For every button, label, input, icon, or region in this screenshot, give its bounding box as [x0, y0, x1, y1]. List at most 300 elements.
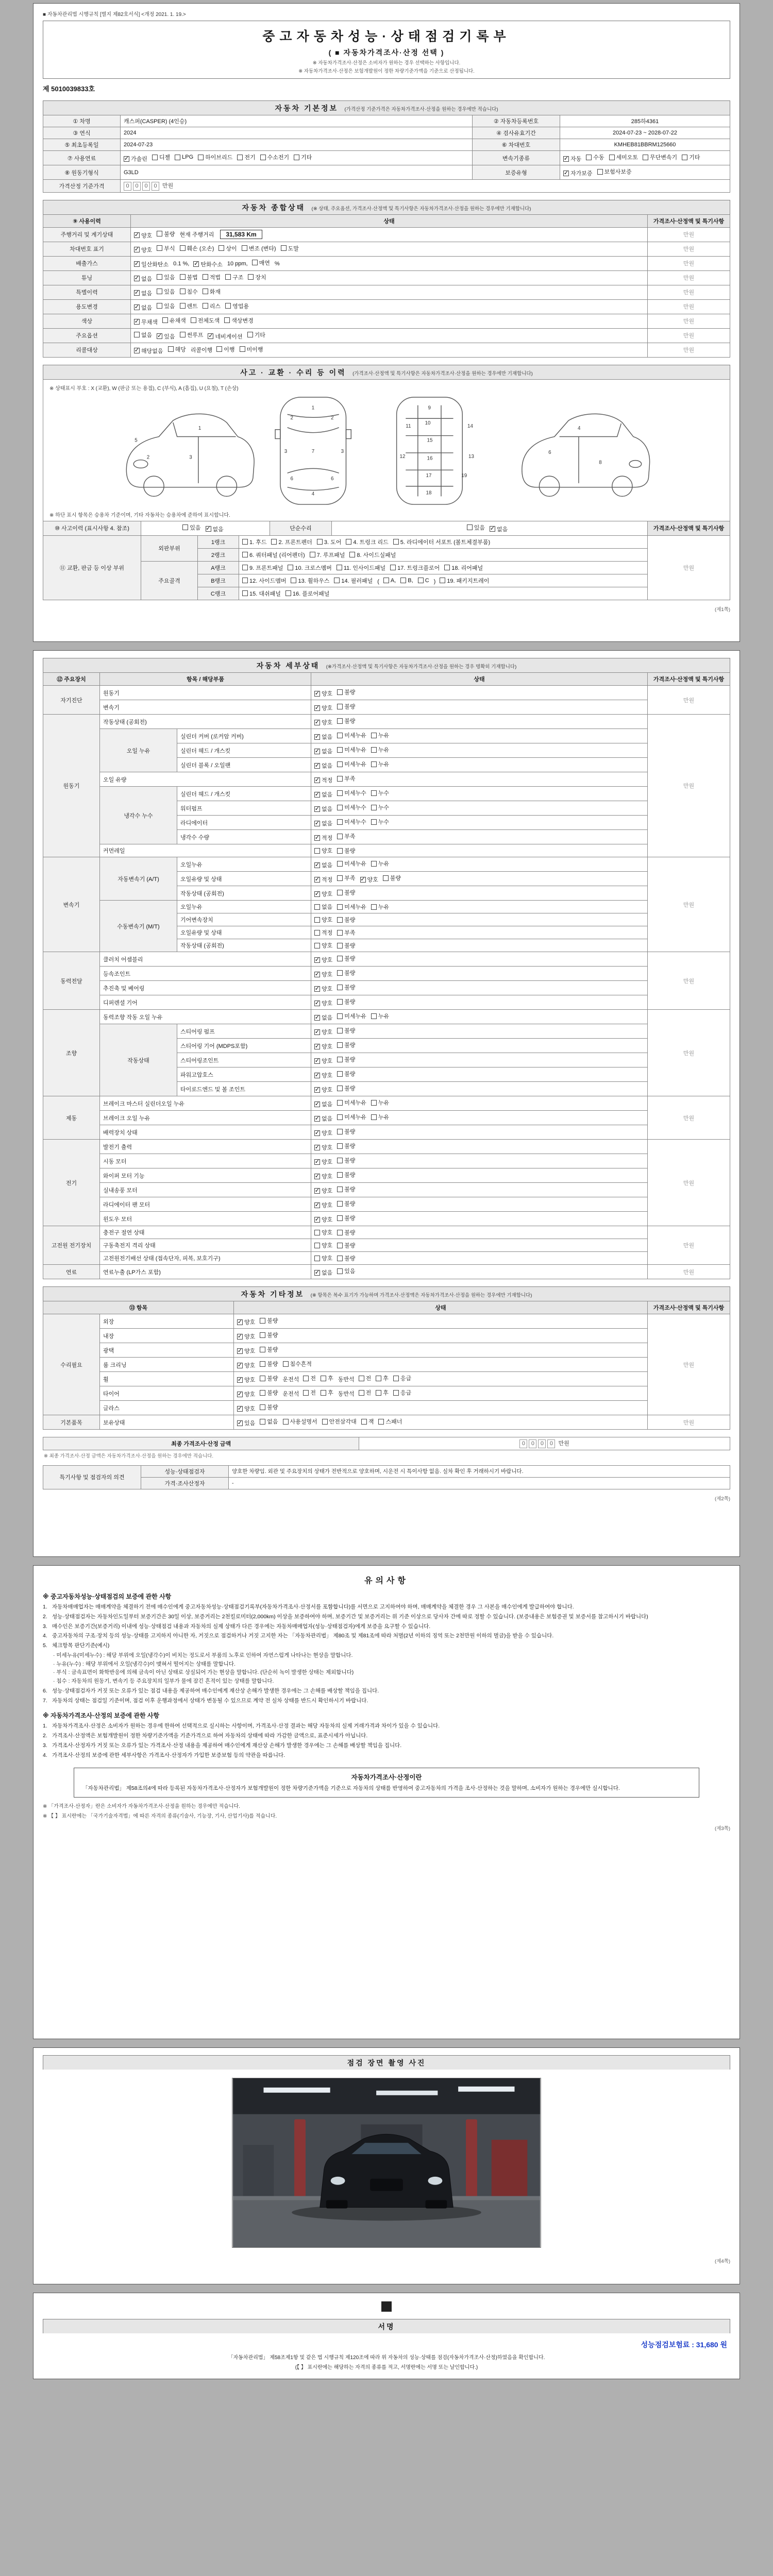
checkbox-option[interactable] [337, 1070, 355, 1078]
checkbox-option[interactable] [643, 153, 677, 161]
checkbox-option[interactable] [314, 1057, 332, 1065]
checkbox-option[interactable] [237, 1419, 255, 1427]
empty-box-icon [225, 303, 231, 309]
checkbox-option[interactable] [378, 1417, 402, 1426]
checkbox-label: 불량 [344, 1143, 356, 1149]
table-cell [311, 1082, 648, 1096]
checkbox-label: 양호 [322, 691, 333, 697]
price-cell: 만원 [648, 535, 730, 600]
checkbox-option[interactable] [134, 231, 152, 240]
checkbox-label: 불량 [344, 956, 356, 962]
empty-box-icon [337, 1268, 343, 1274]
checkbox-label: 불량 [267, 1390, 278, 1396]
checkbox-option[interactable] [314, 689, 332, 698]
checkbox-option[interactable] [314, 1215, 332, 1224]
checkbox-label: 없음 [267, 1419, 278, 1425]
checkbox-option[interactable] [359, 1374, 372, 1382]
checkbox-option[interactable] [349, 551, 396, 559]
label-cell: 외판부위 [141, 535, 198, 561]
checkbox-option[interactable] [337, 1012, 366, 1020]
checkbox-option[interactable] [400, 578, 413, 584]
checkbox-option[interactable] [225, 302, 249, 310]
checkbox-option[interactable] [134, 246, 152, 254]
checkbox-option[interactable] [242, 538, 266, 546]
checkbox-option[interactable] [361, 1417, 374, 1426]
checkbox-option[interactable] [314, 861, 332, 869]
checkbox-option[interactable] [134, 260, 169, 268]
table-row [43, 151, 730, 165]
checkbox-option[interactable] [337, 803, 366, 811]
checkbox-option[interactable] [303, 1388, 316, 1397]
checkbox-label: 유채색 [169, 317, 186, 324]
checkbox-option[interactable] [271, 538, 312, 546]
checkbox-option[interactable] [682, 153, 700, 161]
checkbox-option[interactable] [337, 1156, 355, 1164]
empty-box-icon [337, 1114, 343, 1120]
checkbox-option[interactable] [314, 928, 332, 937]
digit-boxes [124, 182, 159, 191]
checkbox-option[interactable] [134, 275, 152, 283]
checkbox-option[interactable] [208, 332, 242, 341]
checkbox-label: 없음 [322, 1270, 333, 1276]
checkbox-option[interactable] [337, 888, 355, 896]
table-cell [311, 872, 648, 886]
checkbox-option[interactable] [285, 589, 329, 598]
checkbox-option[interactable] [337, 969, 355, 977]
checkbox-option[interactable] [337, 818, 366, 826]
checkbox-option[interactable] [260, 1345, 278, 1353]
checkbox-option[interactable] [283, 1417, 317, 1426]
checkbox-option[interactable] [371, 760, 389, 768]
checkbox-option[interactable] [314, 704, 332, 712]
checkbox-option[interactable] [334, 577, 373, 585]
checked-box-icon: ✓ [124, 155, 129, 162]
checkbox-option[interactable] [162, 316, 186, 325]
label-cell: 작동상태 [100, 1024, 177, 1096]
checkbox-option[interactable] [314, 1158, 332, 1166]
label-cell: 주요옵션 [43, 328, 131, 343]
checkbox-option[interactable] [225, 273, 243, 281]
checked-box-icon: ✓ [314, 1187, 320, 1194]
checked-box-icon: ✓ [134, 318, 140, 325]
checkbox-option[interactable] [321, 1388, 333, 1397]
checkbox-option[interactable] [242, 551, 305, 559]
checkbox-option[interactable] [563, 155, 581, 163]
checkbox-option[interactable] [260, 1360, 278, 1368]
checkbox-option[interactable] [393, 538, 490, 546]
checkbox-option[interactable] [337, 789, 366, 797]
checked-box-icon: ✓ [314, 820, 320, 826]
checkbox-option[interactable] [337, 983, 355, 991]
checkbox-option[interactable] [134, 289, 152, 297]
page-mark-2: (제2쪽) [715, 1496, 730, 1502]
checkbox-option[interactable] [314, 1042, 332, 1050]
checkbox-option[interactable] [314, 1241, 332, 1249]
checkbox-option[interactable] [237, 1376, 255, 1384]
checkbox-option[interactable] [314, 1028, 332, 1036]
checkbox-option[interactable] [337, 745, 366, 754]
checkbox-option[interactable] [260, 1374, 278, 1382]
checkbox-option[interactable] [168, 345, 186, 353]
checkbox-option[interactable] [314, 999, 332, 1007]
checkbox-option[interactable] [314, 819, 332, 827]
checkbox-label: 양호 [322, 1230, 333, 1236]
checkbox-option[interactable] [444, 564, 483, 572]
checkbox-option[interactable] [337, 564, 385, 572]
checkbox-option[interactable] [337, 916, 355, 924]
table-cell: 커먼레일 [100, 844, 311, 857]
checkbox-label: 불량 [344, 890, 356, 896]
label-cell: 배출가스 [43, 256, 131, 270]
checkbox-option[interactable] [157, 287, 175, 296]
table-cell: 연료누출 (LP가스 포함) [100, 1265, 311, 1279]
checkbox-option[interactable] [314, 846, 332, 855]
checkbox-option[interactable] [157, 230, 175, 238]
checkbox-option[interactable] [337, 1199, 355, 1208]
checkbox-option[interactable] [237, 1332, 255, 1341]
checkbox-option[interactable] [337, 1127, 355, 1136]
checkbox-option[interactable] [291, 577, 329, 585]
checkbox-option[interactable] [393, 1374, 411, 1382]
checkbox-option[interactable] [180, 287, 198, 296]
checkbox-option[interactable] [337, 702, 355, 710]
section-detail-header [43, 658, 730, 672]
table-row [43, 967, 730, 981]
header-cell: 가격조사·산정액 및 특기사항 [648, 214, 730, 227]
checkbox-option[interactable] [337, 1113, 366, 1121]
checkbox-option[interactable] [314, 941, 332, 950]
checkbox-option[interactable] [337, 997, 355, 1006]
checkbox-option[interactable] [376, 1374, 389, 1382]
checkbox-option[interactable] [371, 731, 389, 739]
checkbox-option[interactable] [134, 303, 152, 312]
empty-box-icon [152, 155, 158, 160]
table-cell [131, 285, 648, 299]
svg-text:1: 1 [198, 425, 201, 431]
checkbox-option[interactable] [260, 1403, 278, 1411]
checkbox-option[interactable] [337, 928, 355, 937]
checkbox-option[interactable] [317, 538, 341, 546]
checkbox-option[interactable] [337, 1185, 355, 1193]
diagram-part-numbers [135, 405, 602, 497]
checkbox-option[interactable] [337, 1142, 355, 1150]
checkbox-option[interactable] [314, 875, 332, 884]
checkbox-option[interactable] [314, 733, 332, 741]
table-cell [311, 1125, 648, 1140]
checkbox-label: 없음 [322, 806, 333, 812]
checkbox-option[interactable] [314, 761, 332, 770]
checkbox-option[interactable] [206, 525, 224, 533]
checkbox-option[interactable] [248, 273, 266, 281]
empty-box-icon [378, 1419, 384, 1425]
checkbox-option[interactable] [314, 985, 332, 993]
checkbox-option[interactable] [314, 1143, 332, 1151]
checkbox-option[interactable] [337, 846, 355, 855]
checkbox-option[interactable] [321, 1374, 333, 1382]
checkbox-option[interactable] [314, 1228, 332, 1236]
checkbox-option[interactable] [337, 1084, 355, 1092]
empty-box-icon [337, 1215, 343, 1221]
checkbox-option[interactable] [371, 903, 389, 911]
checkbox-option[interactable] [359, 1388, 372, 1397]
checkbox-option[interactable] [390, 564, 440, 572]
checkbox-option[interactable] [337, 1026, 355, 1035]
checkbox-label: 적정 [322, 835, 333, 841]
checkbox-option[interactable] [180, 273, 198, 281]
checkbox-option[interactable] [360, 875, 378, 884]
checkbox-option[interactable] [124, 155, 147, 163]
checkbox-option[interactable] [252, 259, 270, 267]
checkbox-option[interactable] [314, 1254, 332, 1262]
checkbox-option[interactable] [314, 1172, 332, 1180]
checkbox-label: 수동 [593, 155, 604, 161]
checkbox-option[interactable] [203, 273, 221, 281]
checkbox-option[interactable] [337, 1171, 355, 1179]
checkbox-option[interactable] [219, 244, 237, 252]
checkbox-option[interactable] [180, 244, 214, 252]
checkbox-label: 양호 [244, 1406, 256, 1412]
checkbox-option[interactable] [314, 1201, 332, 1209]
checkbox-label: 양호 [322, 1217, 333, 1223]
checkbox-option[interactable] [237, 1347, 255, 1355]
checkbox-option[interactable] [337, 717, 355, 725]
checkbox-option[interactable] [191, 316, 220, 325]
checkbox-option[interactable] [180, 331, 204, 339]
checkbox-option[interactable] [237, 1318, 255, 1326]
checkbox-option[interactable] [310, 551, 345, 559]
checkbox-option[interactable] [237, 1361, 255, 1369]
checkbox-option[interactable] [337, 1254, 355, 1262]
header-cell: ⑨ 사용이력 [43, 214, 131, 227]
unit-label: 만원 [162, 183, 174, 189]
checkbox-option[interactable] [563, 169, 593, 177]
checkbox-option[interactable] [337, 874, 355, 882]
checkbox-option[interactable] [314, 1013, 332, 1022]
checkbox-option[interactable] [283, 1360, 312, 1368]
checkbox-option[interactable] [198, 153, 232, 161]
checkbox-option[interactable] [337, 832, 355, 840]
table-cell [311, 686, 648, 700]
checkbox-option[interactable] [371, 1098, 389, 1107]
checkbox-option[interactable] [314, 903, 332, 911]
checkbox-option[interactable] [337, 774, 355, 783]
checkbox-option[interactable] [314, 916, 332, 924]
checkbox-option[interactable] [314, 1114, 332, 1123]
checked-box-icon: ✓ [206, 526, 211, 532]
checkbox-option[interactable] [609, 153, 638, 161]
checkbox-option[interactable] [418, 578, 429, 584]
svg-text:5: 5 [135, 437, 138, 443]
checkbox-option[interactable] [260, 1388, 278, 1397]
checkbox-label: 19. 패키지트레이 [447, 578, 490, 584]
empty-box-icon [337, 1129, 343, 1134]
checkbox-option[interactable] [314, 1086, 332, 1094]
checkbox-option[interactable] [237, 1404, 255, 1413]
label-cell: ⑧ 원동기형식 [43, 165, 121, 180]
checkbox-option[interactable] [337, 731, 366, 739]
svg-text:3: 3 [284, 448, 288, 454]
checkbox-option[interactable] [260, 1417, 278, 1426]
table-cell: 보유상태 [100, 1415, 234, 1430]
checkbox-option[interactable] [314, 747, 332, 755]
table-cell [311, 913, 648, 926]
checkbox-option[interactable] [237, 153, 255, 161]
checkbox-option[interactable] [371, 818, 389, 826]
checkbox-option[interactable] [371, 789, 389, 797]
checkbox-option[interactable] [203, 287, 221, 296]
checkbox-option[interactable] [337, 859, 366, 868]
checkbox-option[interactable] [203, 302, 221, 310]
checkbox-option[interactable] [490, 525, 508, 533]
checkbox-label: 불량 [344, 1042, 356, 1048]
checkbox-option[interactable] [260, 1316, 278, 1325]
checkbox-option[interactable] [314, 1100, 332, 1108]
checkbox-option[interactable] [240, 345, 263, 353]
checkbox-option[interactable] [314, 718, 332, 726]
notice-subitem: · 부식 : 금속표면이 화학반응에 의해 금속이 아닌 상태로 상실되어 가는 현상을 말합니다. (단순히 녹이 발생한 상태는 제외합니다) [53, 1669, 354, 1676]
checkbox-option[interactable] [182, 523, 200, 532]
empty-box-icon [260, 1419, 265, 1425]
checkbox-option[interactable] [383, 874, 401, 882]
checkbox-option[interactable] [303, 1374, 316, 1382]
checkbox-label: 전체도색 [197, 317, 220, 324]
checkbox-label: 부식 [164, 245, 175, 252]
checkbox-option[interactable] [597, 167, 632, 176]
table-cell [311, 926, 648, 939]
checkbox-option[interactable] [180, 302, 198, 310]
checkbox-option[interactable] [371, 859, 389, 868]
notice-item-text: 자동차가격조사·산정은 소비자가 원하는 경우에 한하여 선택적으로 실시하는 사항이며, 가격조사·산정 결과는 해당 자동차의 실제 거래가격과 차이가 있을 수 있습니다. [52, 1723, 440, 1730]
checkbox-option[interactable] [337, 1098, 366, 1107]
table-cell [234, 1329, 648, 1343]
checkbox-option[interactable] [337, 1214, 355, 1222]
empty-box-icon [371, 1100, 377, 1106]
checkbox-option[interactable] [134, 331, 152, 339]
empty-box-icon [283, 1361, 289, 1367]
table-cell: 브레이크 마스터 실린더오일 누유 [100, 1096, 311, 1111]
checkbox-option[interactable] [224, 316, 254, 325]
checkbox-label: 양호 [322, 917, 333, 923]
checkbox-option[interactable] [193, 260, 223, 268]
checkbox-option[interactable] [337, 1267, 355, 1275]
checkbox-option[interactable] [260, 153, 290, 161]
checkbox-option[interactable] [337, 1241, 355, 1249]
inspection-fee-label: 성능점검보험료 : [641, 2341, 694, 2349]
checkbox-option[interactable] [247, 331, 265, 339]
checkbox-option[interactable] [242, 577, 286, 585]
checkbox-option[interactable] [294, 153, 312, 161]
checkbox-label: 4. 트렁크 리드 [353, 539, 389, 546]
checkbox-option[interactable] [260, 1331, 278, 1339]
checkbox-option[interactable] [288, 564, 331, 572]
label-cell: 특별이력 [43, 285, 131, 299]
checkbox-option[interactable] [242, 244, 276, 252]
checkbox-option[interactable] [242, 589, 281, 598]
price-definition-title: 자동차가격조사·산정이란 [351, 1774, 422, 1782]
checkbox-option[interactable] [314, 1129, 332, 1137]
checkbox-option[interactable] [337, 941, 355, 950]
checkbox-label: 없음 [322, 734, 333, 740]
unit-label: 만원 [558, 1440, 569, 1447]
checkbox-option[interactable] [242, 564, 283, 572]
checkbox-option[interactable] [383, 578, 396, 584]
checkbox-option[interactable] [175, 154, 193, 160]
checkbox-option[interactable] [134, 347, 163, 355]
checkbox-option[interactable] [371, 745, 389, 754]
checkbox-option[interactable] [216, 345, 234, 353]
stamp-mark [381, 2301, 392, 2312]
checkbox-option[interactable] [371, 1012, 389, 1020]
checkbox-option[interactable] [371, 1113, 389, 1121]
checkbox-option[interactable] [393, 1388, 411, 1397]
checkbox-option[interactable] [337, 954, 355, 962]
checkbox-option[interactable] [157, 244, 175, 252]
table-row [43, 1239, 730, 1252]
table-cell: 오일유량 및 상태 [177, 926, 311, 939]
label-cell: 제동 [43, 1096, 100, 1140]
page-mark-3: (제3쪽) [715, 1825, 730, 1832]
checkbox-option[interactable] [371, 803, 389, 811]
checkbox-label: 해당없음 [141, 348, 163, 354]
empty-box-icon [242, 578, 248, 583]
checkbox-option[interactable] [157, 273, 175, 281]
empty-box-icon [314, 943, 320, 948]
checkbox-option[interactable] [337, 760, 366, 768]
checkbox-label: 전 [310, 1376, 316, 1382]
header-cell: 가격조사·산정액 및 특기사항 [648, 1301, 730, 1314]
checkbox-option[interactable] [152, 153, 170, 161]
checkbox-label: 이행 [224, 346, 235, 353]
svg-text:9: 9 [428, 405, 431, 411]
checkbox-option[interactable] [281, 244, 299, 252]
checkbox-option[interactable] [314, 790, 332, 799]
checkbox-label: 양호 [322, 1174, 333, 1180]
checkbox-option[interactable] [440, 577, 489, 585]
checkbox-option[interactable] [134, 318, 158, 326]
checkbox-option[interactable] [314, 834, 332, 842]
checkbox-label: 미세누유 [344, 1114, 366, 1121]
checkbox-label: 불량 [267, 1376, 278, 1382]
empty-box-icon [294, 155, 299, 160]
checkbox-option[interactable] [314, 970, 332, 978]
checkbox-option[interactable] [237, 1390, 255, 1398]
checkbox-option[interactable] [314, 1071, 332, 1079]
table-cell [311, 1183, 648, 1197]
checkbox-option[interactable] [346, 538, 388, 546]
checkbox-label: 불량 [344, 1071, 356, 1077]
checkbox-option[interactable] [467, 523, 485, 532]
checkbox-option[interactable] [337, 1041, 355, 1049]
checkbox-option[interactable] [314, 805, 332, 813]
checkbox-option[interactable] [314, 776, 332, 784]
checkbox-option[interactable] [314, 956, 332, 964]
checkbox-option[interactable] [337, 1228, 355, 1236]
checkbox-option[interactable] [157, 332, 175, 341]
checkbox-option[interactable] [314, 1268, 332, 1277]
checkbox-option[interactable] [322, 1417, 357, 1426]
empty-box-icon [337, 565, 342, 570]
checkbox-option[interactable] [337, 688, 355, 696]
checkbox-option[interactable] [314, 890, 332, 898]
empty-box-icon [180, 289, 186, 294]
checkbox-option[interactable] [157, 302, 175, 310]
checkbox-option[interactable] [337, 903, 366, 911]
table-cell: 오일유량 및 상태 [177, 872, 311, 886]
checkbox-option[interactable] [376, 1388, 389, 1397]
checkbox-option[interactable] [586, 153, 604, 161]
checkbox-option[interactable] [337, 1055, 355, 1063]
checkbox-option[interactable] [314, 1187, 332, 1195]
